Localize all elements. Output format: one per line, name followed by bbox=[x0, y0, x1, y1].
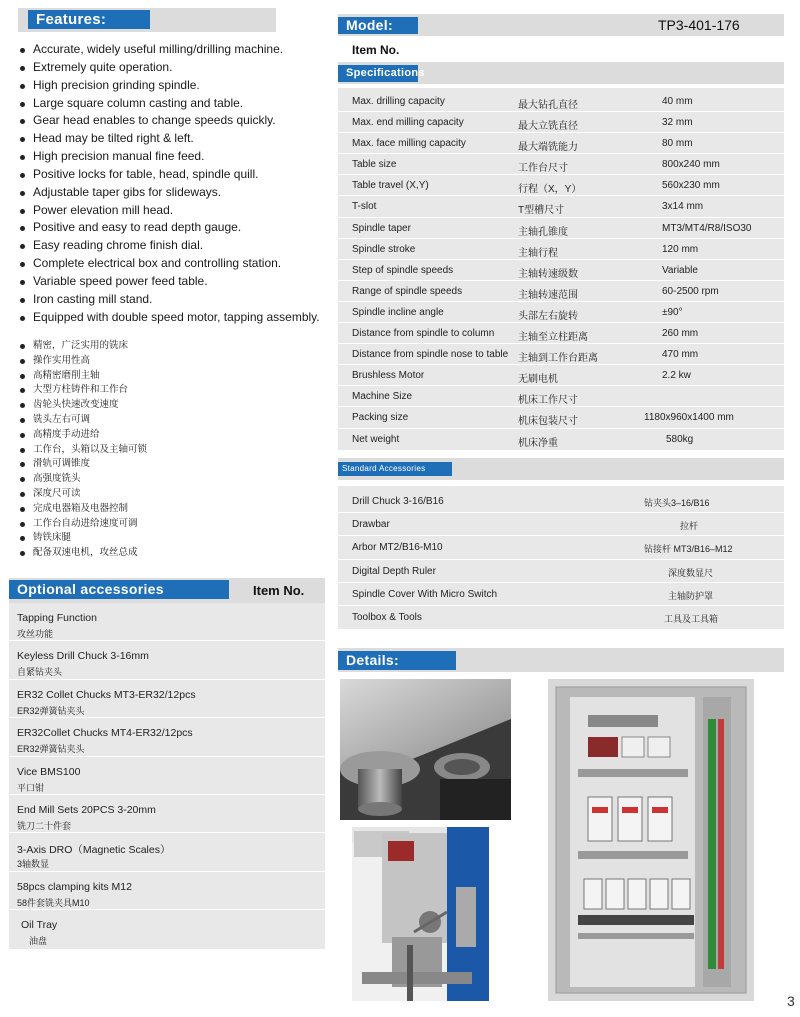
optional-item: ER32 Collet Chucks MT3-ER32/12pcs ER32弹簧钻夹头 bbox=[9, 680, 325, 718]
features-title: Features: bbox=[28, 10, 150, 29]
model-label: Model: bbox=[338, 17, 418, 34]
feature-item-cn: 铸铁床腿 bbox=[20, 531, 147, 546]
feature-item-cn: 高精密磨削主轴 bbox=[20, 369, 147, 384]
feature-item: Gear head enables to change speeds quickly. bbox=[20, 112, 320, 130]
feature-item-cn: 齿轮头快速改变速度 bbox=[20, 398, 147, 413]
optional-list bbox=[9, 603, 325, 949]
feature-item: Positive and easy to read depth gauge. bbox=[20, 219, 320, 237]
feature-item: Power elevation mill head. bbox=[20, 202, 320, 220]
standard-accessories-table bbox=[338, 486, 784, 629]
spec-row: Distance from spindle to column 主轴至立柱距离 260 mm bbox=[338, 323, 784, 344]
features-header bbox=[18, 8, 276, 32]
features-list-en bbox=[20, 41, 320, 327]
feature-item: Iron casting mill stand. bbox=[20, 291, 320, 309]
spec-row: Table size 工作台尺寸 800x240 mm bbox=[338, 154, 784, 175]
feature-item: Adjustable taper gibs for slideways. bbox=[20, 184, 320, 202]
spec-row: Brushless Motor 无刷电机 2.2 kw bbox=[338, 365, 784, 386]
feature-item-cn: 高强度铣头 bbox=[20, 472, 147, 487]
spec-row: Spindle incline angle 头部左右旋转 ±90° bbox=[338, 302, 784, 323]
spec-row: Table travel (X,Y) 行程（X，Y） 560x230 mm bbox=[338, 175, 784, 196]
optional-title: Optional accessories bbox=[9, 580, 229, 599]
standard-row: Spindle Cover With Micro Switch 主轴防护罩 bbox=[338, 583, 784, 606]
feature-item-cn: 工作台自动进给速度可调 bbox=[20, 517, 147, 532]
standard-row: Arbor MT2/B16-M10 钻接杆 MT3/B16–M12 bbox=[338, 536, 784, 559]
spec-row: Packing size 机床包装尺寸 1180x960x1400 mm bbox=[338, 407, 784, 428]
standard-row: Digital Depth Ruler 深度数显尺 bbox=[338, 560, 784, 583]
optional-item: End Mill Sets 20PCS 3-20mm 铣刀二十件套 bbox=[9, 795, 325, 833]
feature-item-cn: 深度尺可读 bbox=[20, 487, 147, 502]
specifications-title: Specifications bbox=[338, 65, 418, 82]
optional-item-no-label: Item No. bbox=[253, 583, 305, 598]
spec-row: Max. drilling capacity 最大钻孔直径 40 mm bbox=[338, 91, 784, 112]
spec-row: Max. end milling capacity 最大立铣直径 32 mm bbox=[338, 112, 784, 133]
features-list-cn bbox=[20, 339, 147, 561]
optional-item: Tapping Function 攻丝功能 bbox=[9, 603, 325, 641]
feature-item: Head may be tilted right & left. bbox=[20, 130, 320, 148]
spec-row: Range of spindle speeds 主轴转速范围 60-2500 rpm bbox=[338, 281, 784, 302]
feature-item: Positive locks for table, head, spindle quill. bbox=[20, 166, 320, 184]
specifications-header bbox=[338, 62, 784, 84]
feature-item: High precision manual fine feed. bbox=[20, 148, 320, 166]
feature-item-cn: 操作实用性高 bbox=[20, 354, 147, 369]
feature-item: Equipped with double speed motor, tapping assembly. bbox=[20, 309, 320, 327]
feature-item: Extremely quite operation. bbox=[20, 59, 320, 77]
spec-row: Spindle stroke 主轴行程 120 mm bbox=[338, 239, 784, 260]
machine-head-photo bbox=[352, 827, 489, 1001]
model-header bbox=[338, 14, 784, 36]
feature-item: Accurate, widely useful milling/drilling machine. bbox=[20, 41, 320, 59]
spec-row: Spindle taper 主轴孔锥度 MT3/MT4/R8/ISO30 bbox=[338, 218, 784, 239]
spec-row: Net weight 机床净重 580kg bbox=[352, 433, 694, 449]
feature-item-cn: 精密，广泛实用的铣床 bbox=[20, 339, 147, 354]
optional-header bbox=[9, 578, 325, 603]
optional-item: 58pcs clamping kits M12 58件套铣夹具M10 bbox=[9, 872, 325, 910]
feature-item-cn: 工作台，头箱以及主轴可锁 bbox=[20, 443, 147, 458]
feature-item: High precision grinding spindle. bbox=[20, 77, 320, 95]
standard-header bbox=[338, 458, 784, 480]
optional-item: 3-Axis DRO（Magnetic Scales） 3轴数显 bbox=[9, 833, 325, 871]
feature-item-cn: 滑轨可调锥度 bbox=[20, 457, 147, 472]
standard-row: Drawbar 拉杆 bbox=[338, 513, 784, 536]
specifications-table bbox=[338, 88, 784, 450]
spec-row: Distance from spindle nose to table 主轴到工作台距离 470 mm bbox=[338, 344, 784, 365]
spec-row: Step of spindle speeds 主轴转速级数 Variable bbox=[338, 260, 784, 281]
feature-item-cn: 大型方柱铸件和工作台 bbox=[20, 383, 147, 398]
optional-item: Keyless Drill Chuck 3-16mm 自紧钻夹头 bbox=[9, 641, 325, 679]
spec-row: T-slot T型槽尺寸 3x14 mm bbox=[338, 196, 784, 217]
standard-title: Standard Accessories bbox=[338, 462, 452, 476]
standard-row: Toolbox & Tools 工具及工具箱 bbox=[352, 611, 719, 624]
feature-item-cn: 配备双速电机，攻丝总成 bbox=[20, 546, 147, 561]
details-header bbox=[338, 648, 784, 672]
feature-item: Variable speed power feed table. bbox=[20, 273, 320, 291]
spec-row: Machine Size 机床工作尺寸 bbox=[338, 386, 784, 407]
model-value: TP3-401-176 bbox=[658, 17, 740, 33]
details-title: Details: bbox=[338, 651, 456, 670]
standard-row: Drill Chuck 3-16/B16 钻夹头3–16/B16 bbox=[338, 490, 784, 513]
feature-item-cn: 完成电器箱及电器控制 bbox=[20, 502, 147, 517]
feature-item-cn: 铣头左右可调 bbox=[20, 413, 147, 428]
feature-item: Easy reading chrome finish dial. bbox=[20, 237, 320, 255]
optional-item: Oil Tray 油盘 bbox=[21, 919, 58, 947]
electrical-cabinet-photo bbox=[548, 679, 754, 1001]
optional-item: Vice BMS100 平口钳 bbox=[9, 757, 325, 795]
page-number: 3 bbox=[787, 993, 795, 1009]
optional-item: ER32Collet Chucks MT4-ER32/12pcs ER32弹簧钻夹头 bbox=[9, 718, 325, 756]
model-item-no-label: Item No. bbox=[352, 43, 400, 57]
feature-item: Large square column casting and table. bbox=[20, 95, 320, 113]
feature-item: Complete electrical box and controlling station. bbox=[20, 255, 320, 273]
spec-row: Max. face milling capacity 最大端铣能力 80 mm bbox=[338, 133, 784, 154]
feature-item-cn: 高精度手动进给 bbox=[20, 428, 147, 443]
spindle-photo bbox=[340, 679, 511, 820]
